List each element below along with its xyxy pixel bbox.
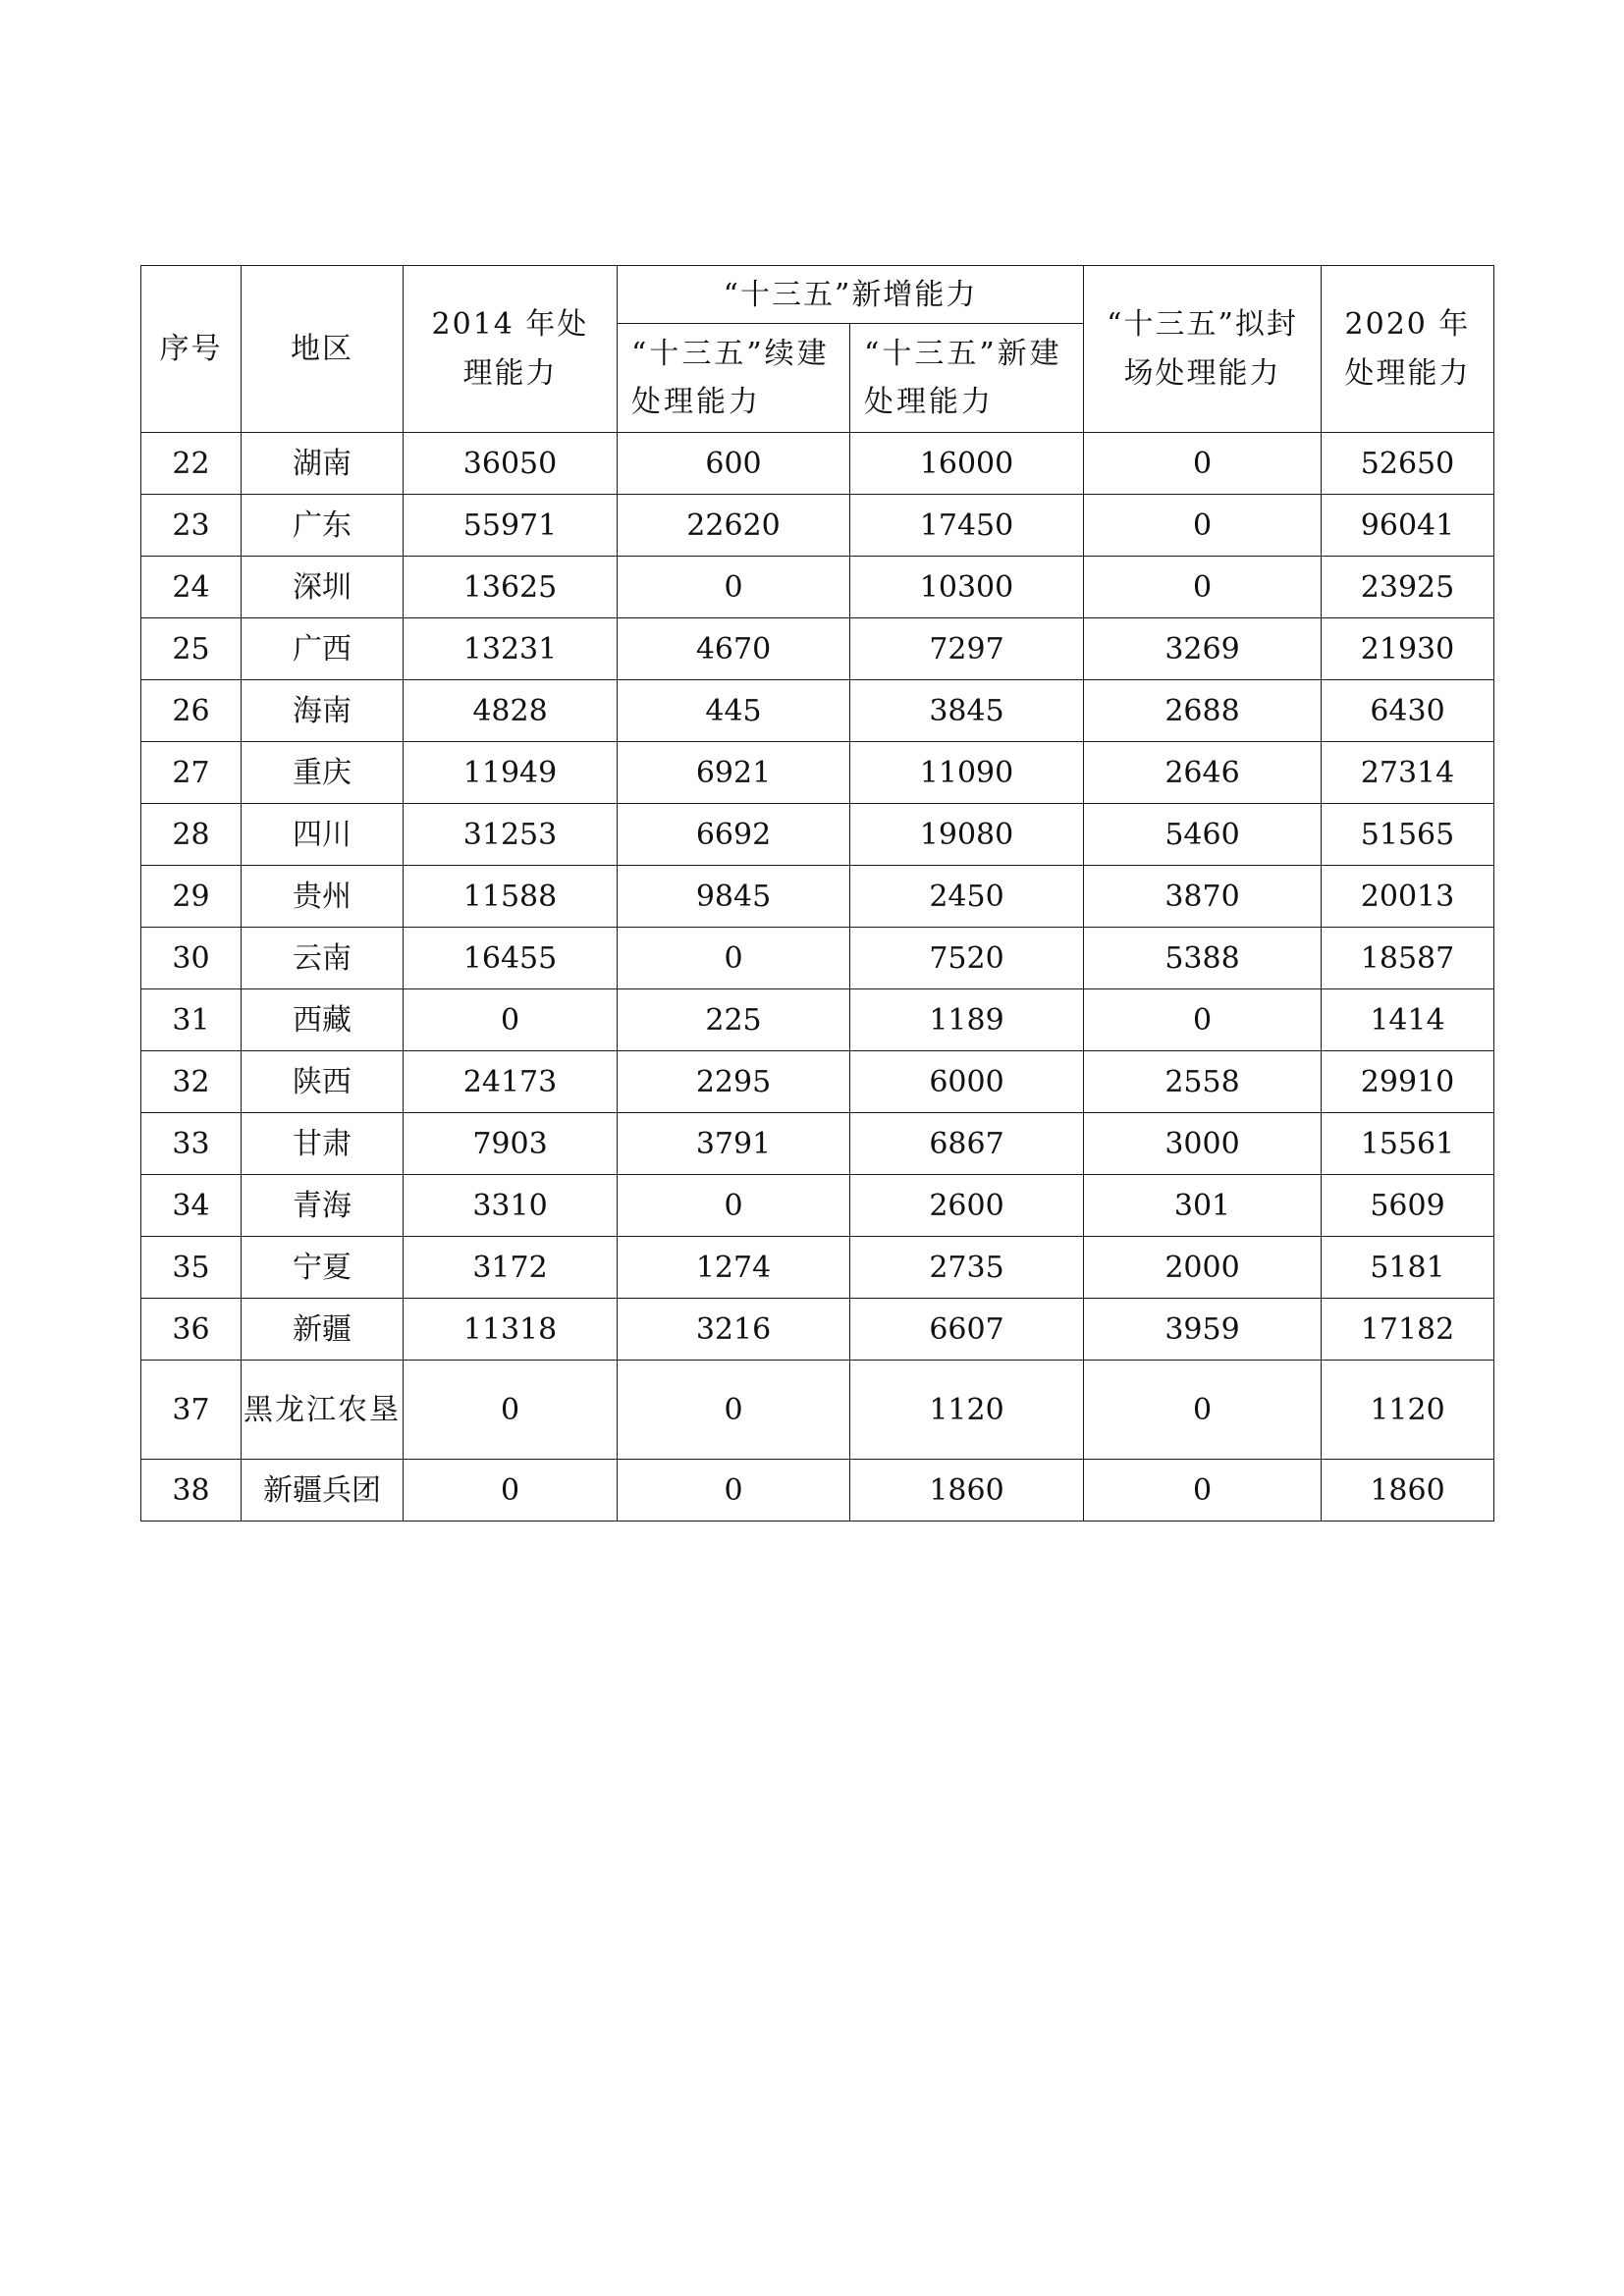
header-cap-2014: 2014 年处理能力 xyxy=(404,266,618,433)
cell-cap-2020: 1860 xyxy=(1322,1460,1494,1522)
table-row xyxy=(141,804,1494,866)
cell-cap-2014: 13231 xyxy=(404,618,618,680)
cell-index: 33 xyxy=(141,1113,242,1175)
cell-closure: 2000 xyxy=(1084,1237,1322,1299)
cell-index: 26 xyxy=(141,680,242,742)
cell-cap-2014: 4828 xyxy=(404,680,618,742)
cell-cap-2020: 23925 xyxy=(1322,557,1494,618)
table-row xyxy=(141,1113,1494,1175)
cell-closure: 2646 xyxy=(1084,742,1322,804)
cell-cap-2020: 5609 xyxy=(1322,1175,1494,1237)
cell-cap-2020: 21930 xyxy=(1322,618,1494,680)
cell-cap-2020: 17182 xyxy=(1322,1299,1494,1361)
cell-region: 陕西 xyxy=(242,1051,404,1113)
cell-closure: 3000 xyxy=(1084,1113,1322,1175)
cell-closure: 2558 xyxy=(1084,1051,1322,1113)
cell-newbuild: 2600 xyxy=(850,1175,1084,1237)
cell-newbuild: 19080 xyxy=(850,804,1084,866)
table-row xyxy=(141,866,1494,928)
table-row xyxy=(141,1299,1494,1361)
cell-index: 36 xyxy=(141,1299,242,1361)
cell-cap-2014: 13625 xyxy=(404,557,618,618)
header-new-capacity-group: “十三五”新增能力 xyxy=(618,266,1084,324)
cell-index: 30 xyxy=(141,928,242,989)
cell-newbuild: 11090 xyxy=(850,742,1084,804)
cell-region: 深圳 xyxy=(242,557,404,618)
cell-continued: 0 xyxy=(618,928,850,989)
header-region: 地区 xyxy=(242,266,404,433)
table-row xyxy=(141,1175,1494,1237)
table-row xyxy=(141,618,1494,680)
cell-cap-2014: 11949 xyxy=(404,742,618,804)
cell-cap-2020: 1414 xyxy=(1322,989,1494,1051)
cell-index: 24 xyxy=(141,557,242,618)
cell-region: 湖南 xyxy=(242,433,404,495)
cell-newbuild: 1189 xyxy=(850,989,1084,1051)
cell-region: 宁夏 xyxy=(242,1237,404,1299)
cell-index: 28 xyxy=(141,804,242,866)
cell-closure: 0 xyxy=(1084,1361,1322,1460)
cell-cap-2020: 15561 xyxy=(1322,1113,1494,1175)
cell-region: 云南 xyxy=(242,928,404,989)
cell-cap-2014: 31253 xyxy=(404,804,618,866)
cell-newbuild: 3845 xyxy=(850,680,1084,742)
cell-cap-2014: 0 xyxy=(404,1361,618,1460)
header-newbuild: “十三五”新建处理能力 xyxy=(850,324,1084,433)
cell-closure: 3269 xyxy=(1084,618,1322,680)
cell-region: 黑龙江农垦 xyxy=(242,1361,404,1460)
cell-closure: 301 xyxy=(1084,1175,1322,1237)
cell-cap-2014: 0 xyxy=(404,1460,618,1522)
cell-newbuild: 10300 xyxy=(850,557,1084,618)
cell-cap-2014: 24173 xyxy=(404,1051,618,1113)
cell-newbuild: 6000 xyxy=(850,1051,1084,1113)
header-row-1 xyxy=(141,266,1494,324)
cell-newbuild: 17450 xyxy=(850,495,1084,557)
cell-continued: 0 xyxy=(618,1361,850,1460)
cell-closure: 0 xyxy=(1084,1460,1322,1522)
cell-continued: 22620 xyxy=(618,495,850,557)
cell-region: 贵州 xyxy=(242,866,404,928)
cell-continued: 225 xyxy=(618,989,850,1051)
cell-closure: 0 xyxy=(1084,495,1322,557)
cell-newbuild: 6607 xyxy=(850,1299,1084,1361)
cell-closure: 0 xyxy=(1084,433,1322,495)
cell-index: 38 xyxy=(141,1460,242,1522)
cell-continued: 6692 xyxy=(618,804,850,866)
cell-newbuild: 1120 xyxy=(850,1361,1084,1460)
table-row xyxy=(141,928,1494,989)
table-row xyxy=(141,1361,1494,1460)
cell-continued: 445 xyxy=(618,680,850,742)
cell-region: 青海 xyxy=(242,1175,404,1237)
cell-cap-2020: 29910 xyxy=(1322,1051,1494,1113)
cell-closure: 3870 xyxy=(1084,866,1322,928)
cell-closure: 5460 xyxy=(1084,804,1322,866)
cell-index: 35 xyxy=(141,1237,242,1299)
cell-continued: 3791 xyxy=(618,1113,850,1175)
cell-continued: 0 xyxy=(618,557,850,618)
table-row xyxy=(141,680,1494,742)
cell-cap-2014: 0 xyxy=(404,989,618,1051)
cell-region: 四川 xyxy=(242,804,404,866)
cell-closure: 2688 xyxy=(1084,680,1322,742)
cell-cap-2014: 7903 xyxy=(404,1113,618,1175)
table-row xyxy=(141,433,1494,495)
header-continued: “十三五”续建处理能力 xyxy=(618,324,850,433)
cell-cap-2020: 5181 xyxy=(1322,1237,1494,1299)
table-row xyxy=(141,1460,1494,1522)
cell-cap-2014: 55971 xyxy=(404,495,618,557)
header-index: 序号 xyxy=(141,266,242,433)
table-row xyxy=(141,1051,1494,1113)
capacity-table xyxy=(140,265,1494,1522)
cell-cap-2014: 11318 xyxy=(404,1299,618,1361)
cell-closure: 5388 xyxy=(1084,928,1322,989)
cell-cap-2020: 27314 xyxy=(1322,742,1494,804)
cell-cap-2014: 36050 xyxy=(404,433,618,495)
cell-index: 34 xyxy=(141,1175,242,1237)
cell-cap-2020: 52650 xyxy=(1322,433,1494,495)
cell-region: 海南 xyxy=(242,680,404,742)
cell-index: 23 xyxy=(141,495,242,557)
cell-index: 25 xyxy=(141,618,242,680)
cell-region: 重庆 xyxy=(242,742,404,804)
cell-continued: 2295 xyxy=(618,1051,850,1113)
cell-continued: 6921 xyxy=(618,742,850,804)
cell-cap-2014: 16455 xyxy=(404,928,618,989)
cell-closure: 0 xyxy=(1084,557,1322,618)
table-row xyxy=(141,989,1494,1051)
cell-cap-2020: 20013 xyxy=(1322,866,1494,928)
cell-index: 32 xyxy=(141,1051,242,1113)
cell-index: 29 xyxy=(141,866,242,928)
cell-continued: 9845 xyxy=(618,866,850,928)
cell-cap-2014: 3310 xyxy=(404,1175,618,1237)
table-body xyxy=(141,266,1494,1522)
cell-newbuild: 2735 xyxy=(850,1237,1084,1299)
cell-cap-2020: 51565 xyxy=(1322,804,1494,866)
cell-cap-2014: 3172 xyxy=(404,1237,618,1299)
cell-region: 广西 xyxy=(242,618,404,680)
cell-region: 新疆兵团 xyxy=(242,1460,404,1522)
table-row xyxy=(141,742,1494,804)
cell-cap-2014: 11588 xyxy=(404,866,618,928)
cell-cap-2020: 96041 xyxy=(1322,495,1494,557)
cell-continued: 4670 xyxy=(618,618,850,680)
cell-closure: 3959 xyxy=(1084,1299,1322,1361)
cell-newbuild: 16000 xyxy=(850,433,1084,495)
cell-cap-2020: 18587 xyxy=(1322,928,1494,989)
cell-index: 37 xyxy=(141,1361,242,1460)
header-cap-2020: 2020 年处理能力 xyxy=(1322,266,1494,433)
cell-region: 甘肃 xyxy=(242,1113,404,1175)
cell-continued: 1274 xyxy=(618,1237,850,1299)
cell-index: 27 xyxy=(141,742,242,804)
cell-index: 31 xyxy=(141,989,242,1051)
cell-newbuild: 7297 xyxy=(850,618,1084,680)
cell-newbuild: 2450 xyxy=(850,866,1084,928)
header-closure: “十三五”拟封场处理能力 xyxy=(1084,266,1322,433)
table-row xyxy=(141,495,1494,557)
cell-region: 西藏 xyxy=(242,989,404,1051)
cell-continued: 0 xyxy=(618,1460,850,1522)
cell-newbuild: 7520 xyxy=(850,928,1084,989)
cell-region: 广东 xyxy=(242,495,404,557)
cell-region: 新疆 xyxy=(242,1299,404,1361)
cell-continued: 600 xyxy=(618,433,850,495)
cell-newbuild: 6867 xyxy=(850,1113,1084,1175)
cell-newbuild: 1860 xyxy=(850,1460,1084,1522)
cell-continued: 3216 xyxy=(618,1299,850,1361)
cell-cap-2020: 6430 xyxy=(1322,680,1494,742)
cell-closure: 0 xyxy=(1084,989,1322,1051)
cell-index: 22 xyxy=(141,433,242,495)
table-row xyxy=(141,557,1494,618)
cell-continued: 0 xyxy=(618,1175,850,1237)
table-row xyxy=(141,1237,1494,1299)
cell-cap-2020: 1120 xyxy=(1322,1361,1494,1460)
